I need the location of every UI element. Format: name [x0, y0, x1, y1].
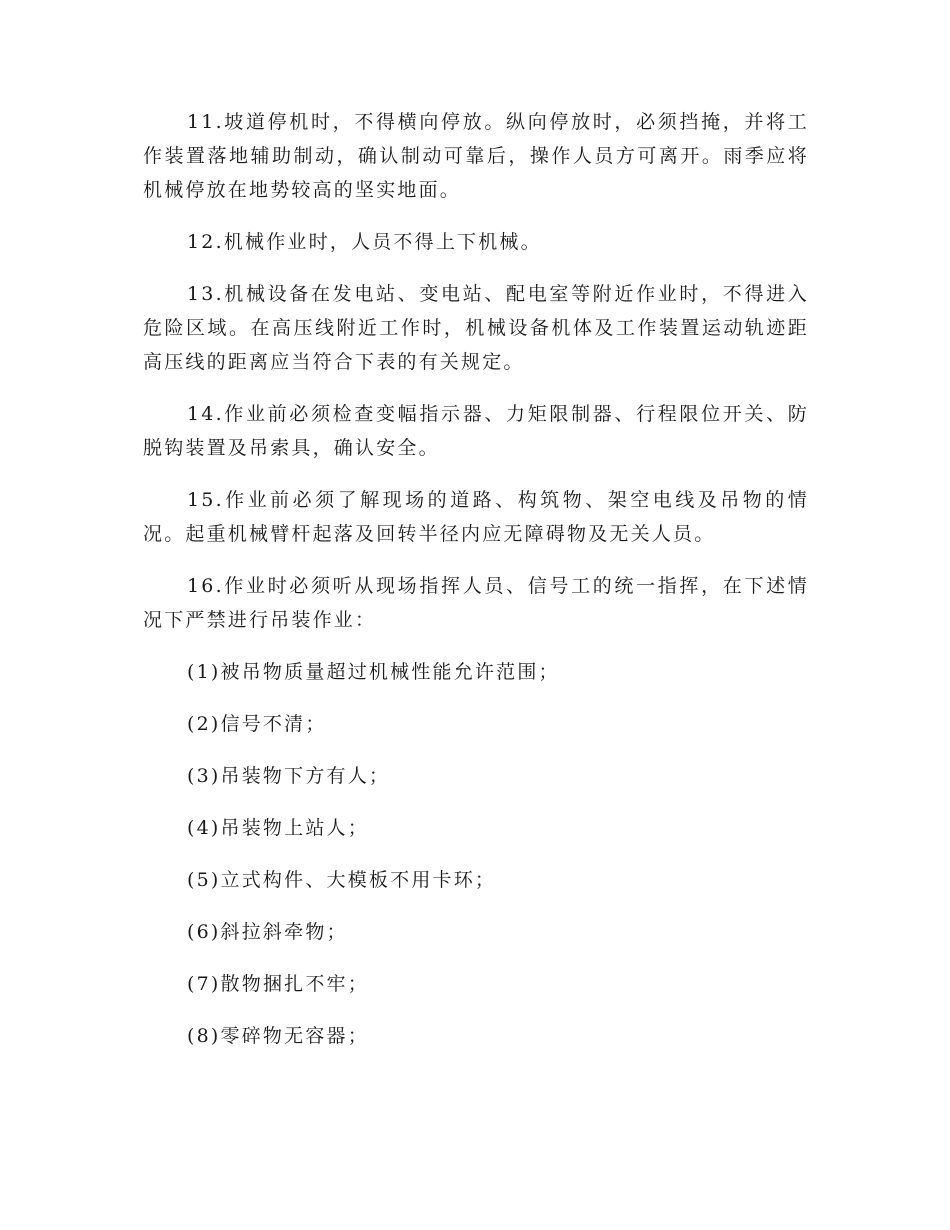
document-body — [143, 105, 809, 1071]
list-item-1: (1)被吊物质量超过机械性能允许范围； — [187, 661, 560, 683]
list-item-6: (6)斜拉斜牵物； — [187, 921, 348, 943]
paragraph-13: 13.机械设备在发电站、变电站、配电室等附近作业时，不得进入危险区域。在高压线附近工作时，机械设备机体及工作装置运动轨迹距高压线的距离应当符合下表的有关规定。 — [143, 283, 809, 373]
list-item-5: (5)立式构件、大模板不用卡环； — [187, 869, 497, 891]
list-item-2: (2)信号不清； — [187, 713, 327, 735]
paragraph-14: 14.作业前必须检查变幅指示器、力矩限制器、行程限位开关、防脱钩装置及吊索具，确认安全。 — [143, 403, 809, 459]
list-item-8: (8)零碎物无容器； — [187, 1025, 369, 1047]
paragraph-11: 11.坡道停机时，不得横向停放。纵向停放时，必须挡掩，并将工作装置落地辅助制动，确认制动可靠后，操作人员方可离开。雨季应将机械停放在地势较高的坚实地面。 — [143, 111, 809, 201]
paragraph-15: 15.作业前必须了解现场的道路、构筑物、架空电线及吊物的情况。起重机械臂杆起落及回转半径内应无障碍物及无关人员。 — [143, 489, 809, 545]
paragraph-12: 12.机械作业时，人员不得上下机械。 — [187, 231, 542, 253]
list-item-4: (4)吊装物上站人； — [187, 817, 369, 839]
list-item-7: (7)散物捆扎不牢； — [187, 973, 369, 995]
paragraph-16: 16.作业时必须听从现场指挥人员、信号工的统一指挥，在下述情况下严禁进行吊装作业： — [143, 575, 809, 631]
list-item-3: (3)吊装物下方有人； — [187, 765, 391, 787]
